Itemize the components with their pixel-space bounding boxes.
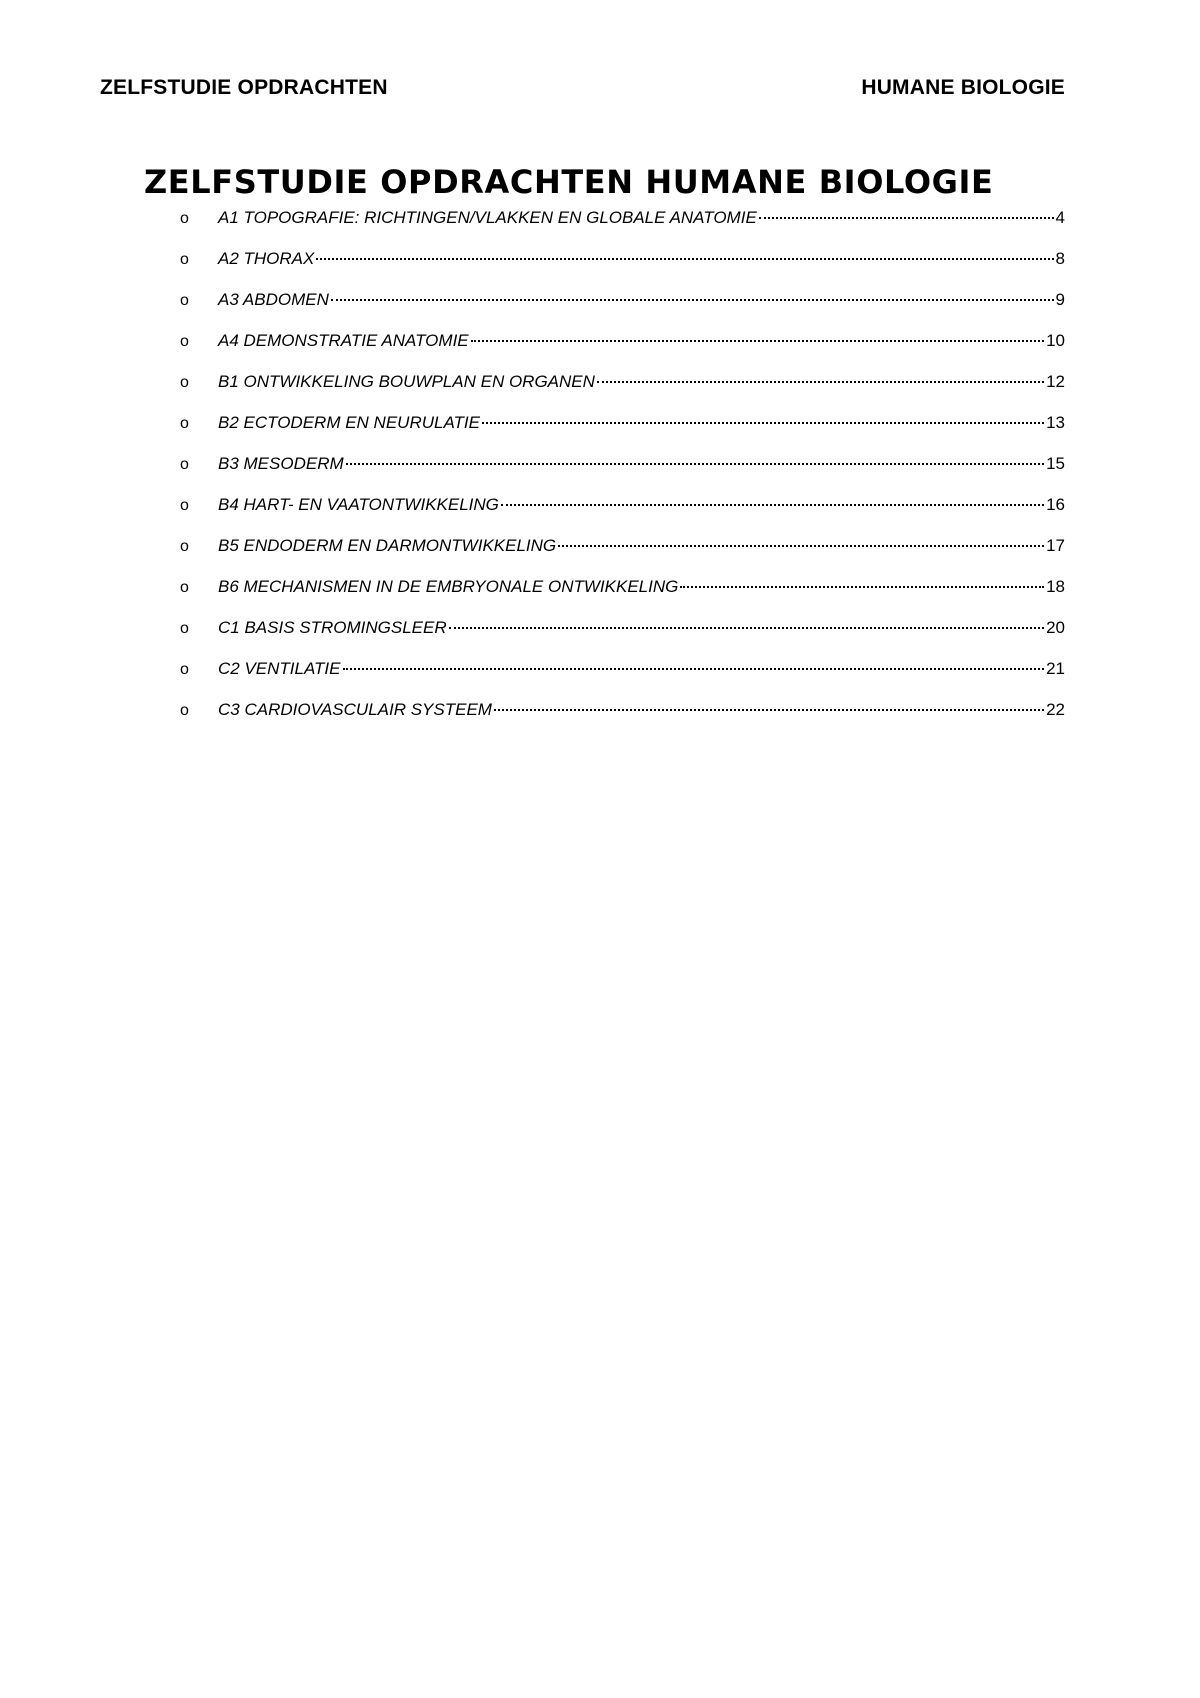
bullet-icon: o: [180, 538, 189, 555]
toc-page-number: 8: [1055, 249, 1065, 268]
dot-leader: [558, 545, 1044, 547]
running-header-right: HUMANE BIOLOGIE: [861, 76, 1065, 99]
toc-entry-label: B6 MECHANISMEN IN DE EMBRYONALE ONTWIKKELING: [218, 577, 679, 596]
toc-page-number: 13: [1046, 413, 1065, 432]
toc-entry-label: B4 HART- EN VAATONTWIKKELING: [218, 495, 499, 514]
toc-entry-b4[interactable]: [180, 495, 1065, 536]
bullet-icon: o: [180, 251, 189, 268]
toc-page-number: 17: [1046, 536, 1065, 555]
toc-entry-a4[interactable]: [180, 331, 1065, 372]
toc-entry-label: C1 BASIS STROMINGSLEER: [218, 618, 447, 637]
toc-entry-label: C3 CARDIOVASCULAIR SYSTEEM: [218, 700, 492, 719]
bullet-icon: o: [180, 292, 189, 309]
toc-entry-a1[interactable]: [180, 208, 1065, 249]
bullet-icon: o: [180, 374, 189, 391]
table-of-contents: [180, 208, 1065, 741]
dot-leader: [501, 504, 1044, 506]
dot-leader: [759, 217, 1054, 219]
toc-entry-b1[interactable]: [180, 372, 1065, 413]
toc-entry-b6[interactable]: [180, 577, 1065, 618]
toc-entry-label: B1 ONTWIKKELING BOUWPLAN EN ORGANEN: [218, 372, 595, 391]
toc-entry-label: B2 ECTODERM EN NEURULATIE: [218, 413, 480, 432]
dot-leader: [680, 586, 1044, 588]
toc-page-number: 18: [1046, 577, 1065, 596]
dot-leader: [494, 709, 1044, 711]
bullet-icon: o: [180, 579, 189, 596]
toc-page-number: 22: [1046, 700, 1065, 719]
toc-page-number: 9: [1055, 290, 1065, 309]
toc-page-number: 12: [1046, 372, 1065, 391]
toc-entry-b3[interactable]: [180, 454, 1065, 495]
document-title: ZELFSTUDIE OPDRACHTEN HUMANE BIOLOGIE: [144, 163, 994, 201]
toc-page-number: 16: [1046, 495, 1065, 514]
toc-entry-label: C2 VENTILATIE: [218, 659, 341, 678]
toc-entry-a2[interactable]: [180, 249, 1065, 290]
toc-entry-label: A2 THORAX: [218, 249, 315, 268]
toc-page-number: 4: [1055, 208, 1065, 227]
toc-entry-b5[interactable]: [180, 536, 1065, 577]
bullet-icon: o: [180, 456, 189, 473]
dot-leader: [482, 422, 1044, 424]
toc-entry-c2[interactable]: [180, 659, 1065, 700]
running-header-left: ZELFSTUDIE OPDRACHTEN: [100, 76, 388, 99]
toc-page-number: 21: [1046, 659, 1065, 678]
dot-leader: [343, 668, 1045, 670]
bullet-icon: o: [180, 620, 189, 637]
toc-entry-label: A1 TOPOGRAFIE: RICHTINGEN/VLAKKEN EN GLOBALE ANATOMIE: [218, 208, 757, 227]
dot-leader: [597, 381, 1044, 383]
bullet-icon: o: [180, 415, 189, 432]
toc-entry-a3[interactable]: [180, 290, 1065, 331]
toc-entry-c3[interactable]: [180, 700, 1065, 741]
dot-leader: [331, 299, 1054, 301]
toc-entry-label: B3 MESODERM: [218, 454, 344, 473]
dot-leader: [346, 463, 1044, 465]
toc-entry-label: B5 ENDODERM EN DARMONTWIKKELING: [218, 536, 557, 555]
dot-leader: [471, 340, 1044, 342]
toc-page-number: 20: [1046, 618, 1065, 637]
dot-leader: [449, 627, 1044, 629]
toc-entry-c1[interactable]: [180, 618, 1065, 659]
toc-entry-label: A3 ABDOMEN: [218, 290, 329, 309]
bullet-icon: o: [180, 497, 189, 514]
toc-page-number: 15: [1046, 454, 1065, 473]
toc-entry-label: A4 DEMONSTRATIE ANATOMIE: [218, 331, 469, 350]
dot-leader: [316, 258, 1053, 260]
bullet-icon: o: [180, 333, 189, 350]
toc-page-number: 10: [1046, 331, 1065, 350]
toc-entry-b2[interactable]: [180, 413, 1065, 454]
bullet-icon: o: [180, 702, 189, 719]
bullet-icon: o: [180, 661, 189, 678]
bullet-icon: o: [180, 210, 189, 227]
